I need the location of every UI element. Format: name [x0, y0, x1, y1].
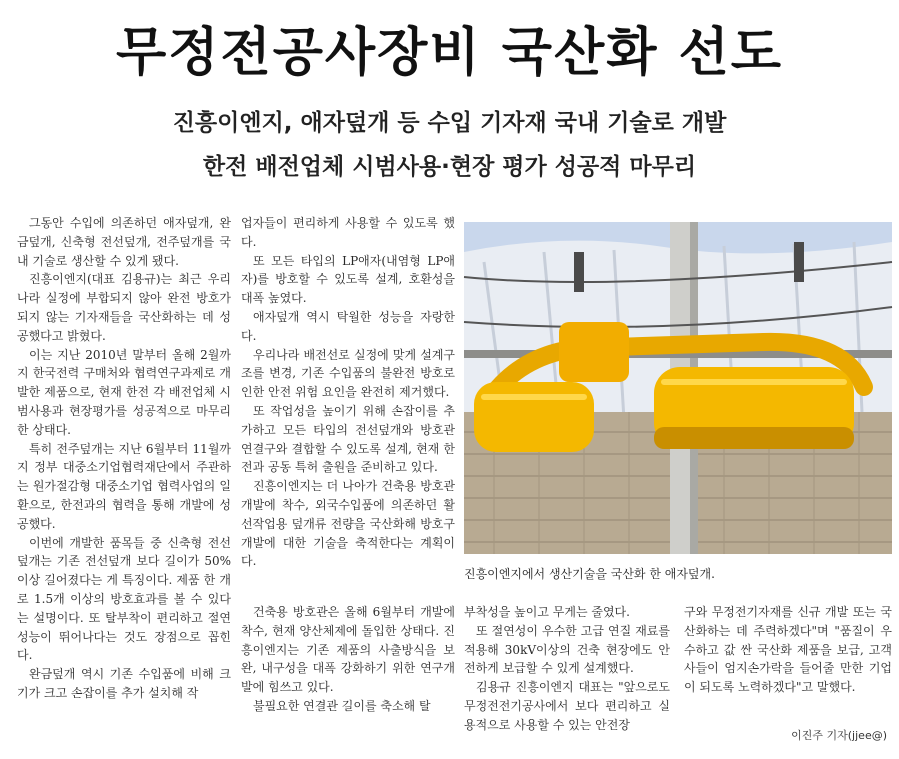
photo-insulator — [794, 242, 804, 282]
photo-yellow-cover-left — [474, 382, 594, 452]
article-column-2-lower — [241, 603, 455, 759]
paragraph: 김용규 진흥이엔지 대표는 "앞으로도 무정전전기공사에서 보다 편리하고 실용적으로 사용할 수 있는 안전장 — [464, 680, 670, 732]
paragraph: 이는 지난 2010년 말부터 올해 2월까지 한국전력 구매처와 협력연구과제로 개발한 제품으로, 현재 한전 각 배전업체 시범사용과 현장평가를 성공적으로 마무리한 상태다. — [17, 347, 231, 437]
paragraph: 또 작업성을 높이기 위해 손잡이를 추가하고 모든 타입의 전선덮개와 방호관 연결구와 결합할 수 있도록 설계, 현재 한전과 공동 특허 출원을 준비하고 있다. — [241, 403, 455, 475]
paragraph: 진흥이엔지(대표 김용규)는 최근 우리나라 실정에 부합되지 않아 완전 방호가 되지 않는 기자재들을 국산화하는 데 성공했다고 밝혔다. — [17, 272, 231, 343]
paragraph: 부착성을 높이고 무게는 줄였다. — [464, 605, 630, 619]
article-column-1 — [17, 214, 231, 759]
byline: 이진주 기자(jjee@) — [791, 729, 887, 742]
paragraph: 구와 무정전기자재를 신규 개발 또는 국산화하는 데 주력하겠다"며 "품질이 우수하고 값 싼 국산화 제품을 보급, 고객사들이 엄지손가락을 들어줄 만한 기업이 되도록 노력하겠다"고 말했다. — [684, 605, 892, 695]
photo-caption: 진흥이엔지에서 생산기술을 국산화 한 애자덮개. — [464, 567, 715, 581]
insulator-cover-photo — [464, 222, 892, 554]
paragraph: 건축용 방호관은 올해 6월부터 개발에 착수, 현재 양산체제에 돌입한 상태다. 진흥이엔지는 기존 제품의 사출방식을 보완, 내구성을 대폭 강화하기 위한 연구개발에 힘쓰고 있다. — [241, 605, 455, 695]
subheadline-2: 한전 배전업체 시범사용·현장 평가 성공적 마무리 — [202, 154, 697, 180]
article-column-3 — [464, 603, 670, 759]
headline: 무정전공사장비 국산화 선도 — [116, 23, 783, 83]
paragraph: 진흥이엔지는 더 나아가 건축용 방호관 개발에 착수, 외국수입품에 의존하던 활선작업용 덮개류 전량을 국산화해 방호구 개발에 대한 기술을 축적한다는 계획이다. — [241, 479, 455, 569]
paragraph: 완금덮개 역시 기존 수입품에 비해 크기가 크고 손잡이를 추가 설치해 작 — [17, 667, 231, 700]
paragraph: 불필요한 연결관 길이를 축소해 탈 — [253, 698, 431, 713]
photo-cover-shadow — [654, 427, 854, 449]
paragraph: 또 모든 타입의 LP애자(내염형 LP애자)를 방호할 수 있도록 설계, 호환성을 대폭 높였다. — [241, 253, 455, 306]
paragraph: 우리나라 배전선로 실정에 맞게 설계구조를 변경, 기존 수입품의 불완전 방호로 인한 안전 위험 요인을 완전히 제거했다. — [241, 347, 455, 400]
photo-yellow-cover-center — [559, 322, 629, 382]
photo-insulator — [574, 252, 584, 292]
paragraph: 그동안 수입에 의존하던 애자덮개, 완금덮개, 신축형 전선덮개, 전주덮개를 국내 기술로 생산할 수 있게 됐다. — [17, 216, 231, 268]
paragraph: 이번에 개발한 품목들 중 신축형 전선덮개는 기존 전선덮개 보다 길이가 50% 이상 길어졌다는 게 특징이다. 제품 한 개로 1.5개 이상의 방호효과를 볼 수 있다는 설명이다. 또 탈부착이 편리하고 절연성능이 뛰어나다는 것도 장점으로 꼽힌다. — [17, 535, 231, 663]
paragraph: 업자들이 편리하게 사용할 수 있도록 했다. — [241, 216, 455, 249]
paragraph: 특히 전주덮개는 지난 6월부터 11월까지 정부 대중소기업협력재단에서 주관하는 원가절감형 대중소기업 협력사업의 일환으로, 한전과의 협력을 통해 개발에 성공했다. — [17, 441, 231, 531]
paragraph: 애자덮개 역시 탁월한 성능을 자랑한다. — [241, 309, 455, 343]
paragraph: 또 절연성이 우수한 고급 연질 재료를 적용해 30kV이상의 건축 현장에도 안전하게 보급할 수 있게 설계했다. — [464, 623, 670, 676]
subheadline-1: 진흥이엔지, 애자덮개 등 수입 기자재 국내 기술로 개발 — [172, 110, 727, 136]
article-column-2 — [241, 214, 455, 569]
